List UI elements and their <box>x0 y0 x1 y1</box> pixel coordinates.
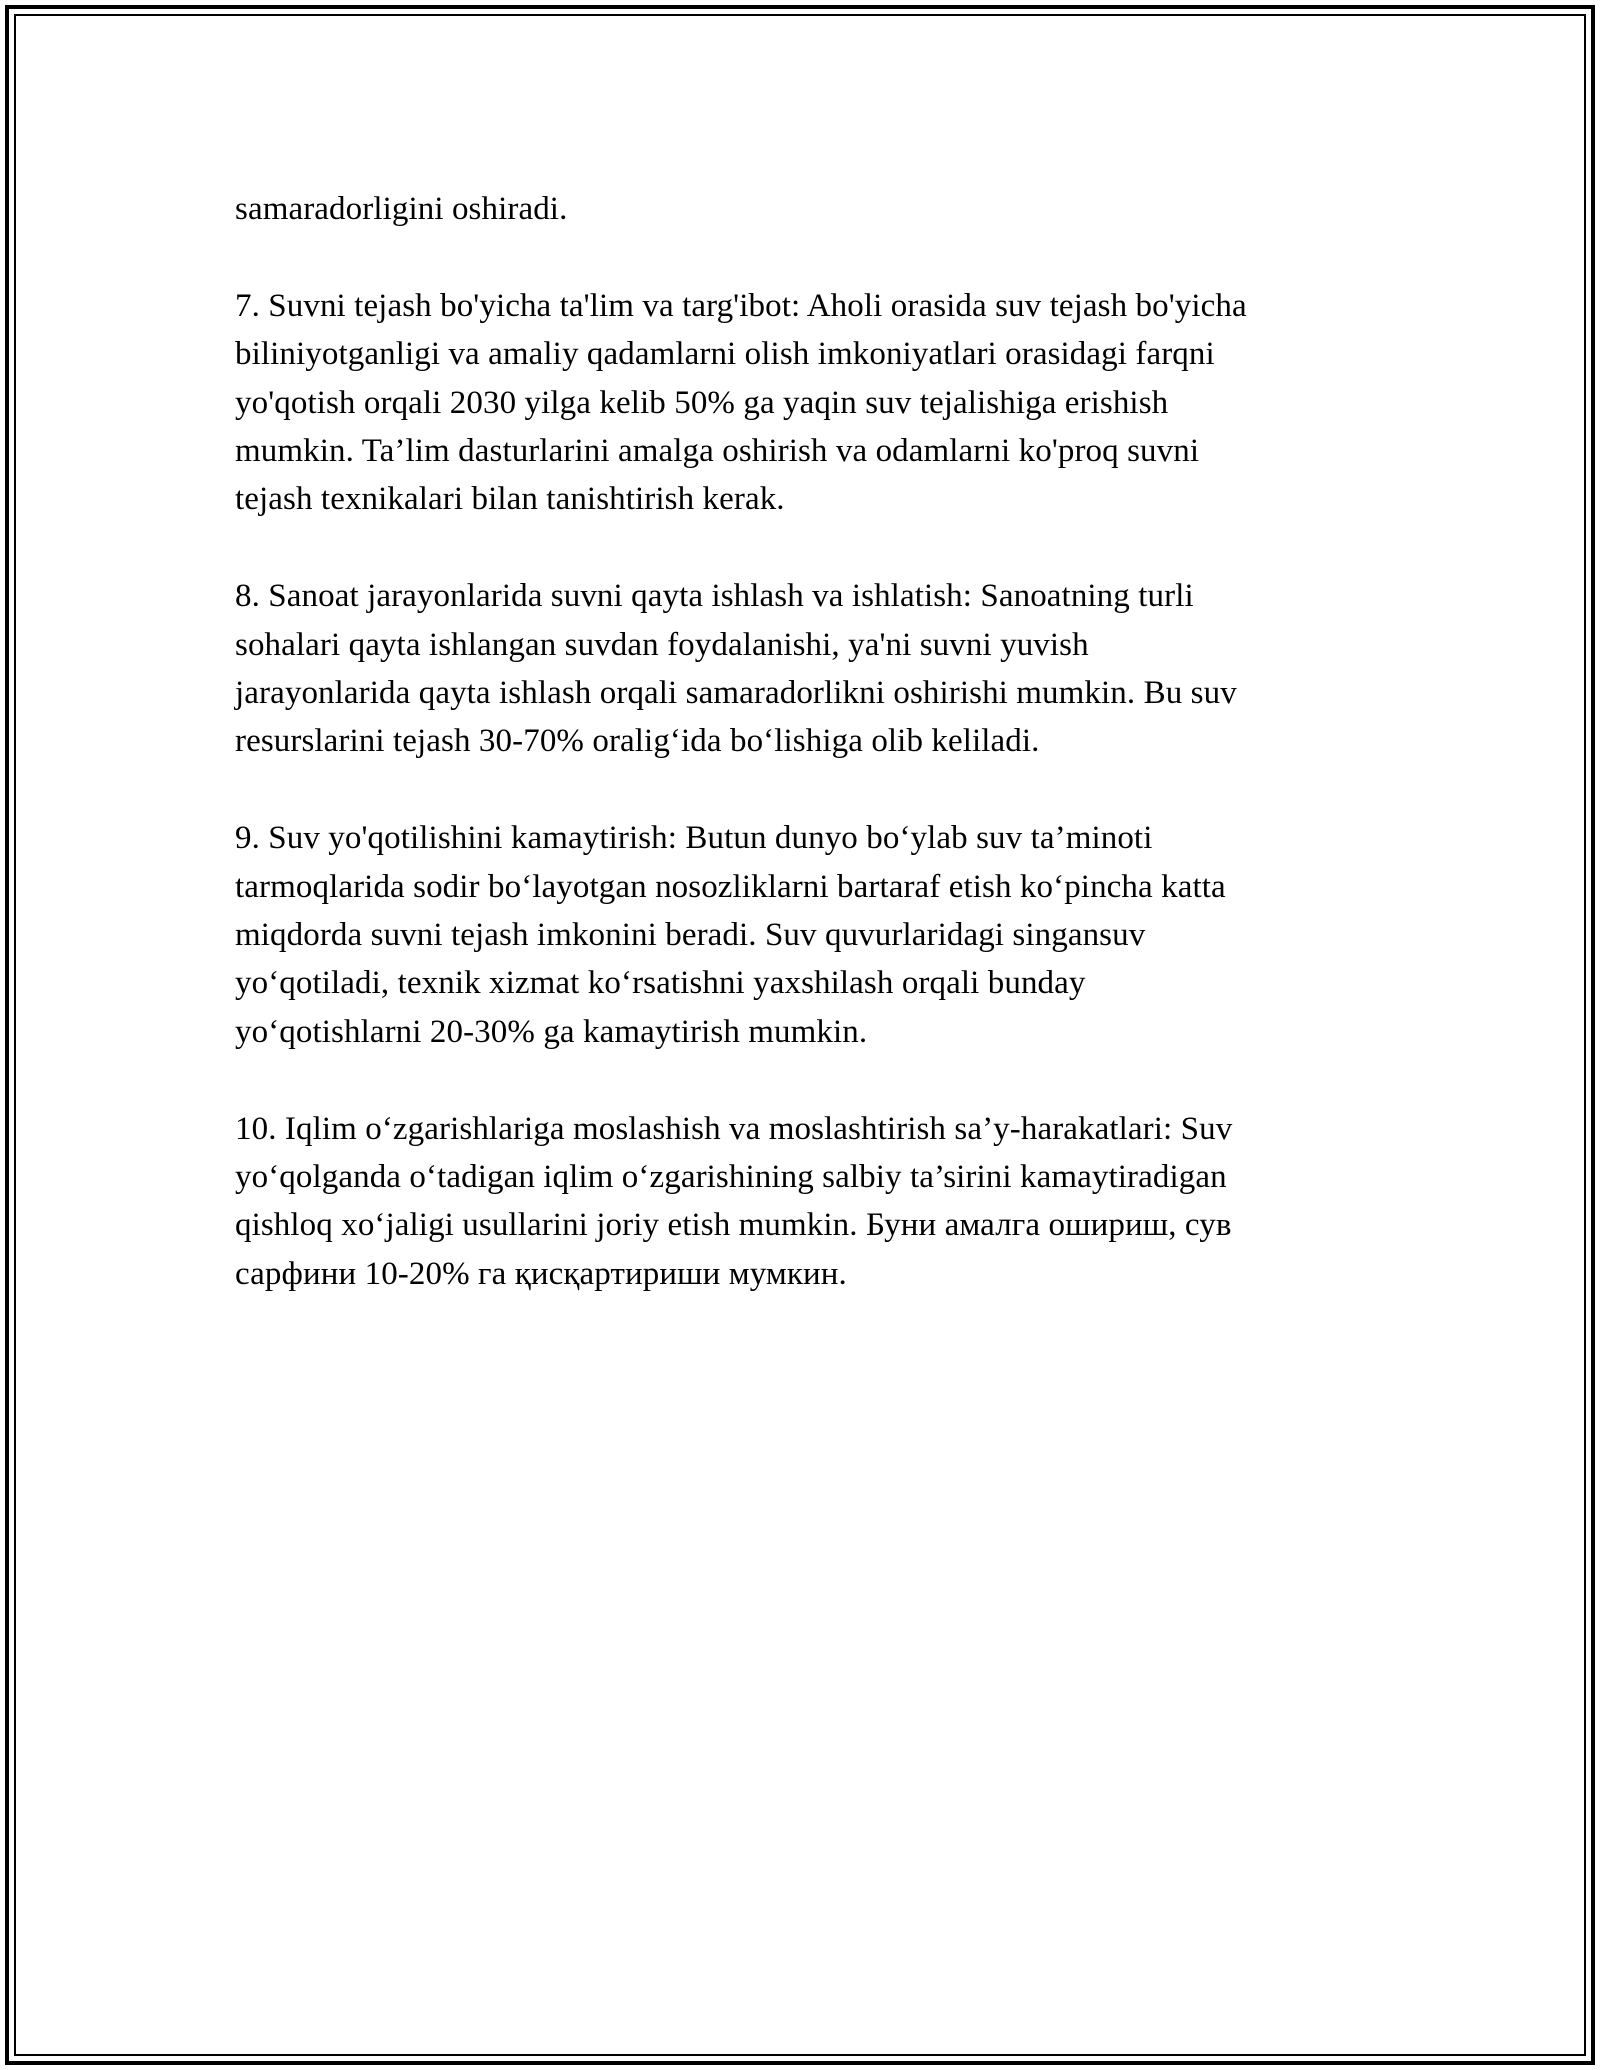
paragraph-9-water-loss-reduction: 9. Suv yo'qotilishini kamaytirish: Butun dunyo bo‘ylab suv ta’minoti tarmoqlarida sodir bo‘layotgan nosozliklarni bartaraf etish ko‘pincha katta miqdorda suvni tejash imkonini beradi. Suv quvurlaridagi singansuv yo‘qotiladi, texnik xizmat ko‘rsatishni yaxshilash orqali bunday yo‘qotishlarni 20-30% ga kamaytirish mumkin. <box>235 820 1226 1050</box>
document-body <box>235 185 1375 1347</box>
paragraph-7-water-saving-education: 7. Suvni tejash bo'yicha ta'lim va targ'ibot: Aholi orasida suv tejash bo'yicha biliniyotganligi va amaliy qadamlarni olish imkoniyatlari orasidagi farqni yo'qotish orqali 2030 yilga kelib 50% ga yaqin suv tejalishiga erishish mumkin. Ta’lim dasturlarini amalga oshirish va odamlarni ko'proq suvni tejash texnikalari bilan tanishtirish kerak. <box>235 287 1247 518</box>
paragraph-continuation: samaradorligini oshiradi. <box>235 191 568 227</box>
paragraph-10-climate-adaptation: 10. Iqlim o‘zgarishlariga moslashish va moslashtirish sa’y-harakatlari: Suv yo‘qolganda o‘tadigan iqlim o‘zgarishining salbiy ta’sirini kamaytiradigan qishloq xo‘jaligi usullarini joriy etish mumkin. Буни амалга ошириш, сув сарфини 10-20% га қисқартириши мумкин. <box>235 1110 1233 1292</box>
paragraph-8-industrial-water-reuse: 8. Sanoat jarayonlarida suvni qayta ishlash va ishlatish: Sanoatning turli sohalari qayta ishlangan suvdan foydalanishi, ya'ni suvni yuvish jarayonlarida qayta ishlash orqali samaradorlikni oshirishi mumkin. Bu suv resurslarini tejash 30-70% oralig‘ida bo‘lishiga olib keliladi. <box>235 578 1237 760</box>
